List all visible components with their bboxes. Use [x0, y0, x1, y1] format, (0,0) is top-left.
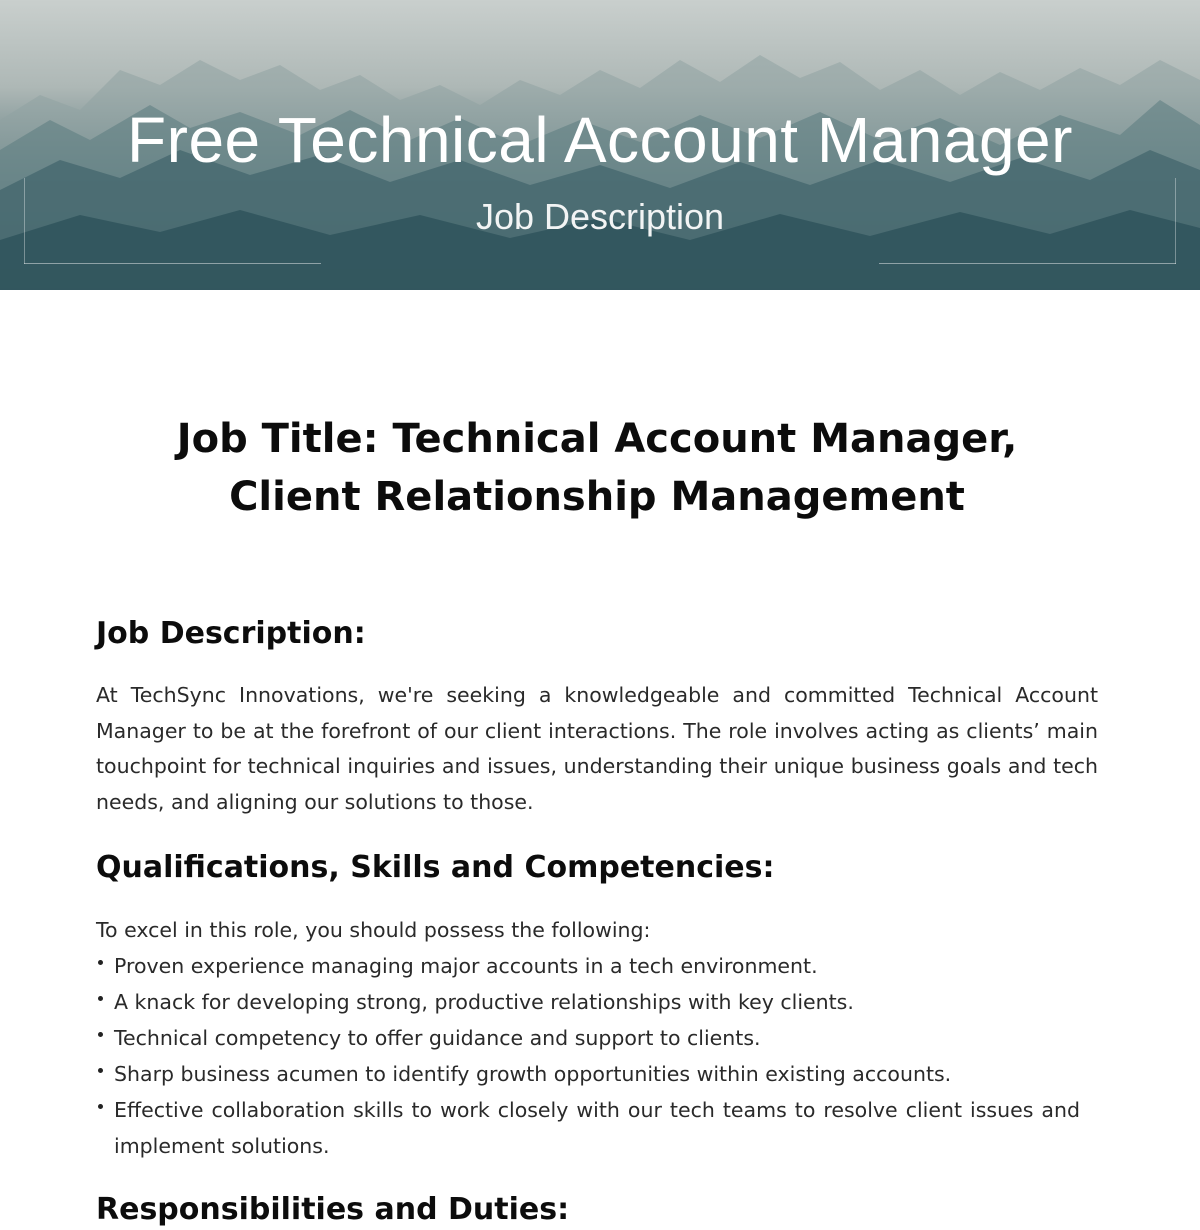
bullet-icon [98, 1032, 103, 1037]
bullet-icon [98, 1068, 103, 1073]
list-item-text: Sharp business acumen to identify growth opportunities within existing accounts. [114, 1062, 952, 1086]
job-title-line-1: Job Title: Technical Account Manager, [176, 416, 1018, 462]
list-item-text: Technical competency to offer guidance and support to clients. [114, 1026, 761, 1050]
document-body [96, 410, 1098, 1230]
bullet-icon [98, 960, 103, 965]
qualifications-intro: To excel in this role, you should possess the following: [96, 918, 651, 942]
job-title [96, 410, 1098, 526]
list-item [96, 948, 1080, 984]
list-item-text: Effective collaboration skills to work closely with our tech teams to resolve client issues and implement solutions. [114, 1098, 1080, 1158]
responsibilities-heading: Responsibilities and Duties: [96, 1192, 570, 1227]
banner-subtitle: Job Description [475, 196, 725, 237]
bullet-icon [98, 1104, 103, 1109]
list-item [96, 1020, 1080, 1056]
bullet-icon [98, 996, 103, 1001]
qualifications-list [96, 948, 1080, 1164]
job-title-line-2: Client Relationship Management [229, 474, 965, 520]
banner-title: Free Technical Account Manager [127, 104, 1073, 176]
list-item-text: A knack for developing strong, productive relationships with key clients. [114, 990, 854, 1014]
list-item-text: Proven experience managing major accounts in a tech environment. [114, 954, 818, 978]
banner-rule-left [24, 263, 321, 264]
qualifications-heading: Qualifications, Skills and Competencies: [96, 850, 775, 885]
job-description-paragraph: At TechSync Innovations, we're seeking a knowledgeable and committed Technical Account Manager to be at the forefront of our client interactions. The role involves acting as clients’ main touchpoint for technical inquiries and issues, understanding their unique business goals and tech needs, and aligning our solutions to those. [96, 683, 1098, 814]
list-item [96, 1056, 1080, 1092]
job-description-heading: Job Description: [96, 616, 366, 651]
list-item [96, 984, 1080, 1020]
list-item [96, 1092, 1080, 1164]
banner-rule-right [879, 263, 1176, 264]
header-banner [0, 0, 1200, 290]
